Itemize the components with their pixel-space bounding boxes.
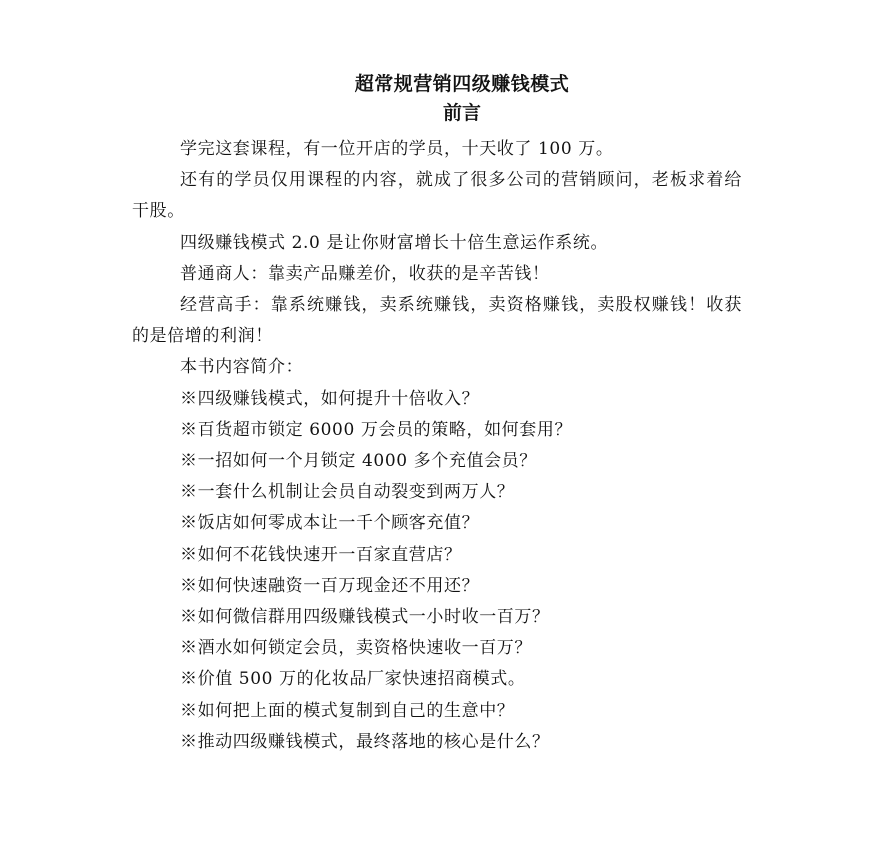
list-item: ※如何把上面的模式复制到自己的生意中？ <box>180 700 515 721</box>
list-item: ※价值 500 万的化妆品厂家快速招商模式。 <box>180 669 526 690</box>
document-title: 超常规营销四级赚钱模式 <box>354 73 570 95</box>
list-item: ※如何快速融资一百万现金还不用还？ <box>180 575 480 596</box>
paragraph: 四级赚钱模式 2.0 是让你财富增长十倍生意运作系统。 <box>180 232 609 253</box>
document-page <box>132 70 742 758</box>
list-item: ※推动四级赚钱模式，最终落地的核心是什么？ <box>180 731 550 752</box>
list-item: ※如何不花钱快速开一百家直营店？ <box>180 544 462 565</box>
list-item: ※饭店如何零成本让一千个顾客充值？ <box>180 513 480 534</box>
list-item: ※如何微信群用四级赚钱模式一小时收一百万？ <box>180 607 550 628</box>
list-item: ※百货超市锁定 6000 万会员的策略，如何套用？ <box>180 419 573 440</box>
document-subtitle: 前言 <box>442 102 481 124</box>
list-item: ※酒水如何锁定会员，卖资格快速收一百万？ <box>180 638 532 659</box>
contents-list <box>132 384 742 758</box>
list-item: ※四级赚钱模式，如何提升十倍收入？ <box>180 388 480 409</box>
paragraph: 学完这套课程，有一位开店的学员，十天收了 100 万。 <box>180 139 614 159</box>
paragraph: 还有的学员仅用课程的内容，就成了很多公司的营销顾问，老板求着给干股。 <box>132 170 742 222</box>
paragraph: 经营高手：靠系统赚钱，卖系统赚钱，卖资格赚钱，卖股权赚钱！收获的是倍增的利润！ <box>132 295 742 347</box>
paragraph: 普通商人：靠卖产品赚差价，收获的是辛苦钱！ <box>180 263 550 284</box>
paragraph: 本书内容简介： <box>180 357 304 378</box>
list-item: ※一招如何一个月锁定 4000 多个充值会员？ <box>180 451 537 472</box>
list-item: ※一套什么机制让会员自动裂变到两万人？ <box>180 482 515 503</box>
